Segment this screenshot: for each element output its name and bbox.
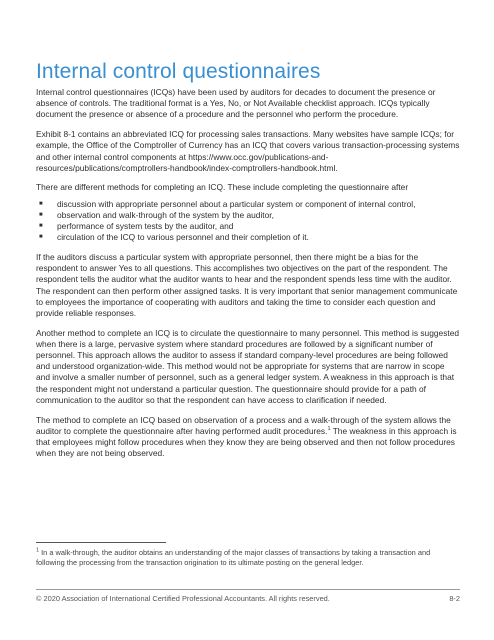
bullet-icon: ■ [39, 211, 43, 218]
page-footer [36, 594, 460, 604]
paragraph-observation-text: The method to complete an ICQ based on observation of a process and a walk-through of the system allows the auditor to complete the questionnaire after having performed audit procedures. [36, 414, 451, 436]
bullet-icon: ■ [39, 200, 43, 207]
copyright-notice: © 2020 Association of International Certified Professional Accountants. All rights reserved. [36, 594, 330, 603]
list-item [36, 199, 460, 210]
paragraph-observation [36, 415, 460, 460]
footnote [36, 548, 460, 569]
list-item-text: performance of system tests by the auditor, and [57, 221, 234, 232]
footnote-text: In a walk-through, the auditor obtains an understanding of the major classes of transactions by taking a transaction and following the processing from the transaction origination to its ultimate posting on the general ledger. [36, 548, 431, 568]
bullet-icon: ■ [39, 223, 43, 230]
list-item-text: observation and walk-through of the system by the auditor, [57, 209, 274, 220]
body-text [36, 87, 460, 468]
paragraph-methods-intro: There are different methods for completing an ICQ. These include completing the questionnaire after [36, 182, 409, 193]
paragraph-observation-text-cont: The weakness in this approach is that employees might follow procedures when they know they are being observed and then not follow procedures when they are not being observed. [36, 425, 457, 459]
page-number: 8-2 [449, 594, 460, 603]
bullet-icon: ■ [39, 234, 43, 241]
paragraph-exhibit: Exhibit 8-1 contains an abbreviated ICQ for processing sales transactions. Many websites have sample ICQs; for example, the Office of the Comptroller of Currency has an ICQ that covers various transaction-processing systems and other internal control components at https://www.occ.gov/publications-and-resources/publications/comptrollers-handbook/index-comptrollers-handbook.html. [36, 129, 460, 173]
paragraph-intro: Internal control questionnaires (ICQs) have been used by auditors for decades to document the presence or absence of controls. The traditional format is a Yes, No, or Not Available checklist approach. ICQs typically document the presence or absence of a procedure and the personnel who perform the procedure. [36, 87, 436, 120]
page-title: Internal control questionnaires [36, 60, 321, 83]
footnote-reference: 1 [327, 425, 331, 432]
methods-list [36, 199, 460, 244]
list-item-text: circulation of the ICQ to various personnel and their completion of it. [57, 232, 309, 243]
footer-divider [36, 589, 460, 590]
paragraph-circulation: Another method to complete an ICQ is to circulate the questionnaire to many personnel. This method is suggested when there is a large, pervasive system where standard procedures are followed by a significant number of personnel. This approach allows the auditor to assess if standard company-level procedures are being followed and understood organization-wide. This method would not be appropriate for systems that are narrow in scope and involve a smaller number of personnel, such as a general ledger system. A weakness in this approach is that the respondent might not understand a particular question. The questionnaire should provide for a path of communication to the auditor so that the respondent can have access to clarification if needed. [36, 327, 460, 405]
paragraph-discussion: If the auditors discuss a particular system with appropriate personnel, then there might be a bias for the respondent to answer Yes to all questions. This accomplishes two objectives on the part of the respondent. The respondent tells the auditor what the auditor wants to hear and the respondent spends less time with the auditor. The respondent can then perform other assigned tasks. It is very important that senior management communicate to employees the importance of cooperating with auditors and taking the time to consider each question and provide reliable responses. [36, 251, 458, 318]
list-item [36, 232, 460, 243]
footnote-number: 1 [36, 547, 40, 554]
footnote-divider [36, 542, 166, 543]
list-item-text: discussion with appropriate personnel about a particular system or component of internal control, [57, 198, 416, 209]
list-item [36, 210, 460, 221]
list-item [36, 221, 460, 232]
